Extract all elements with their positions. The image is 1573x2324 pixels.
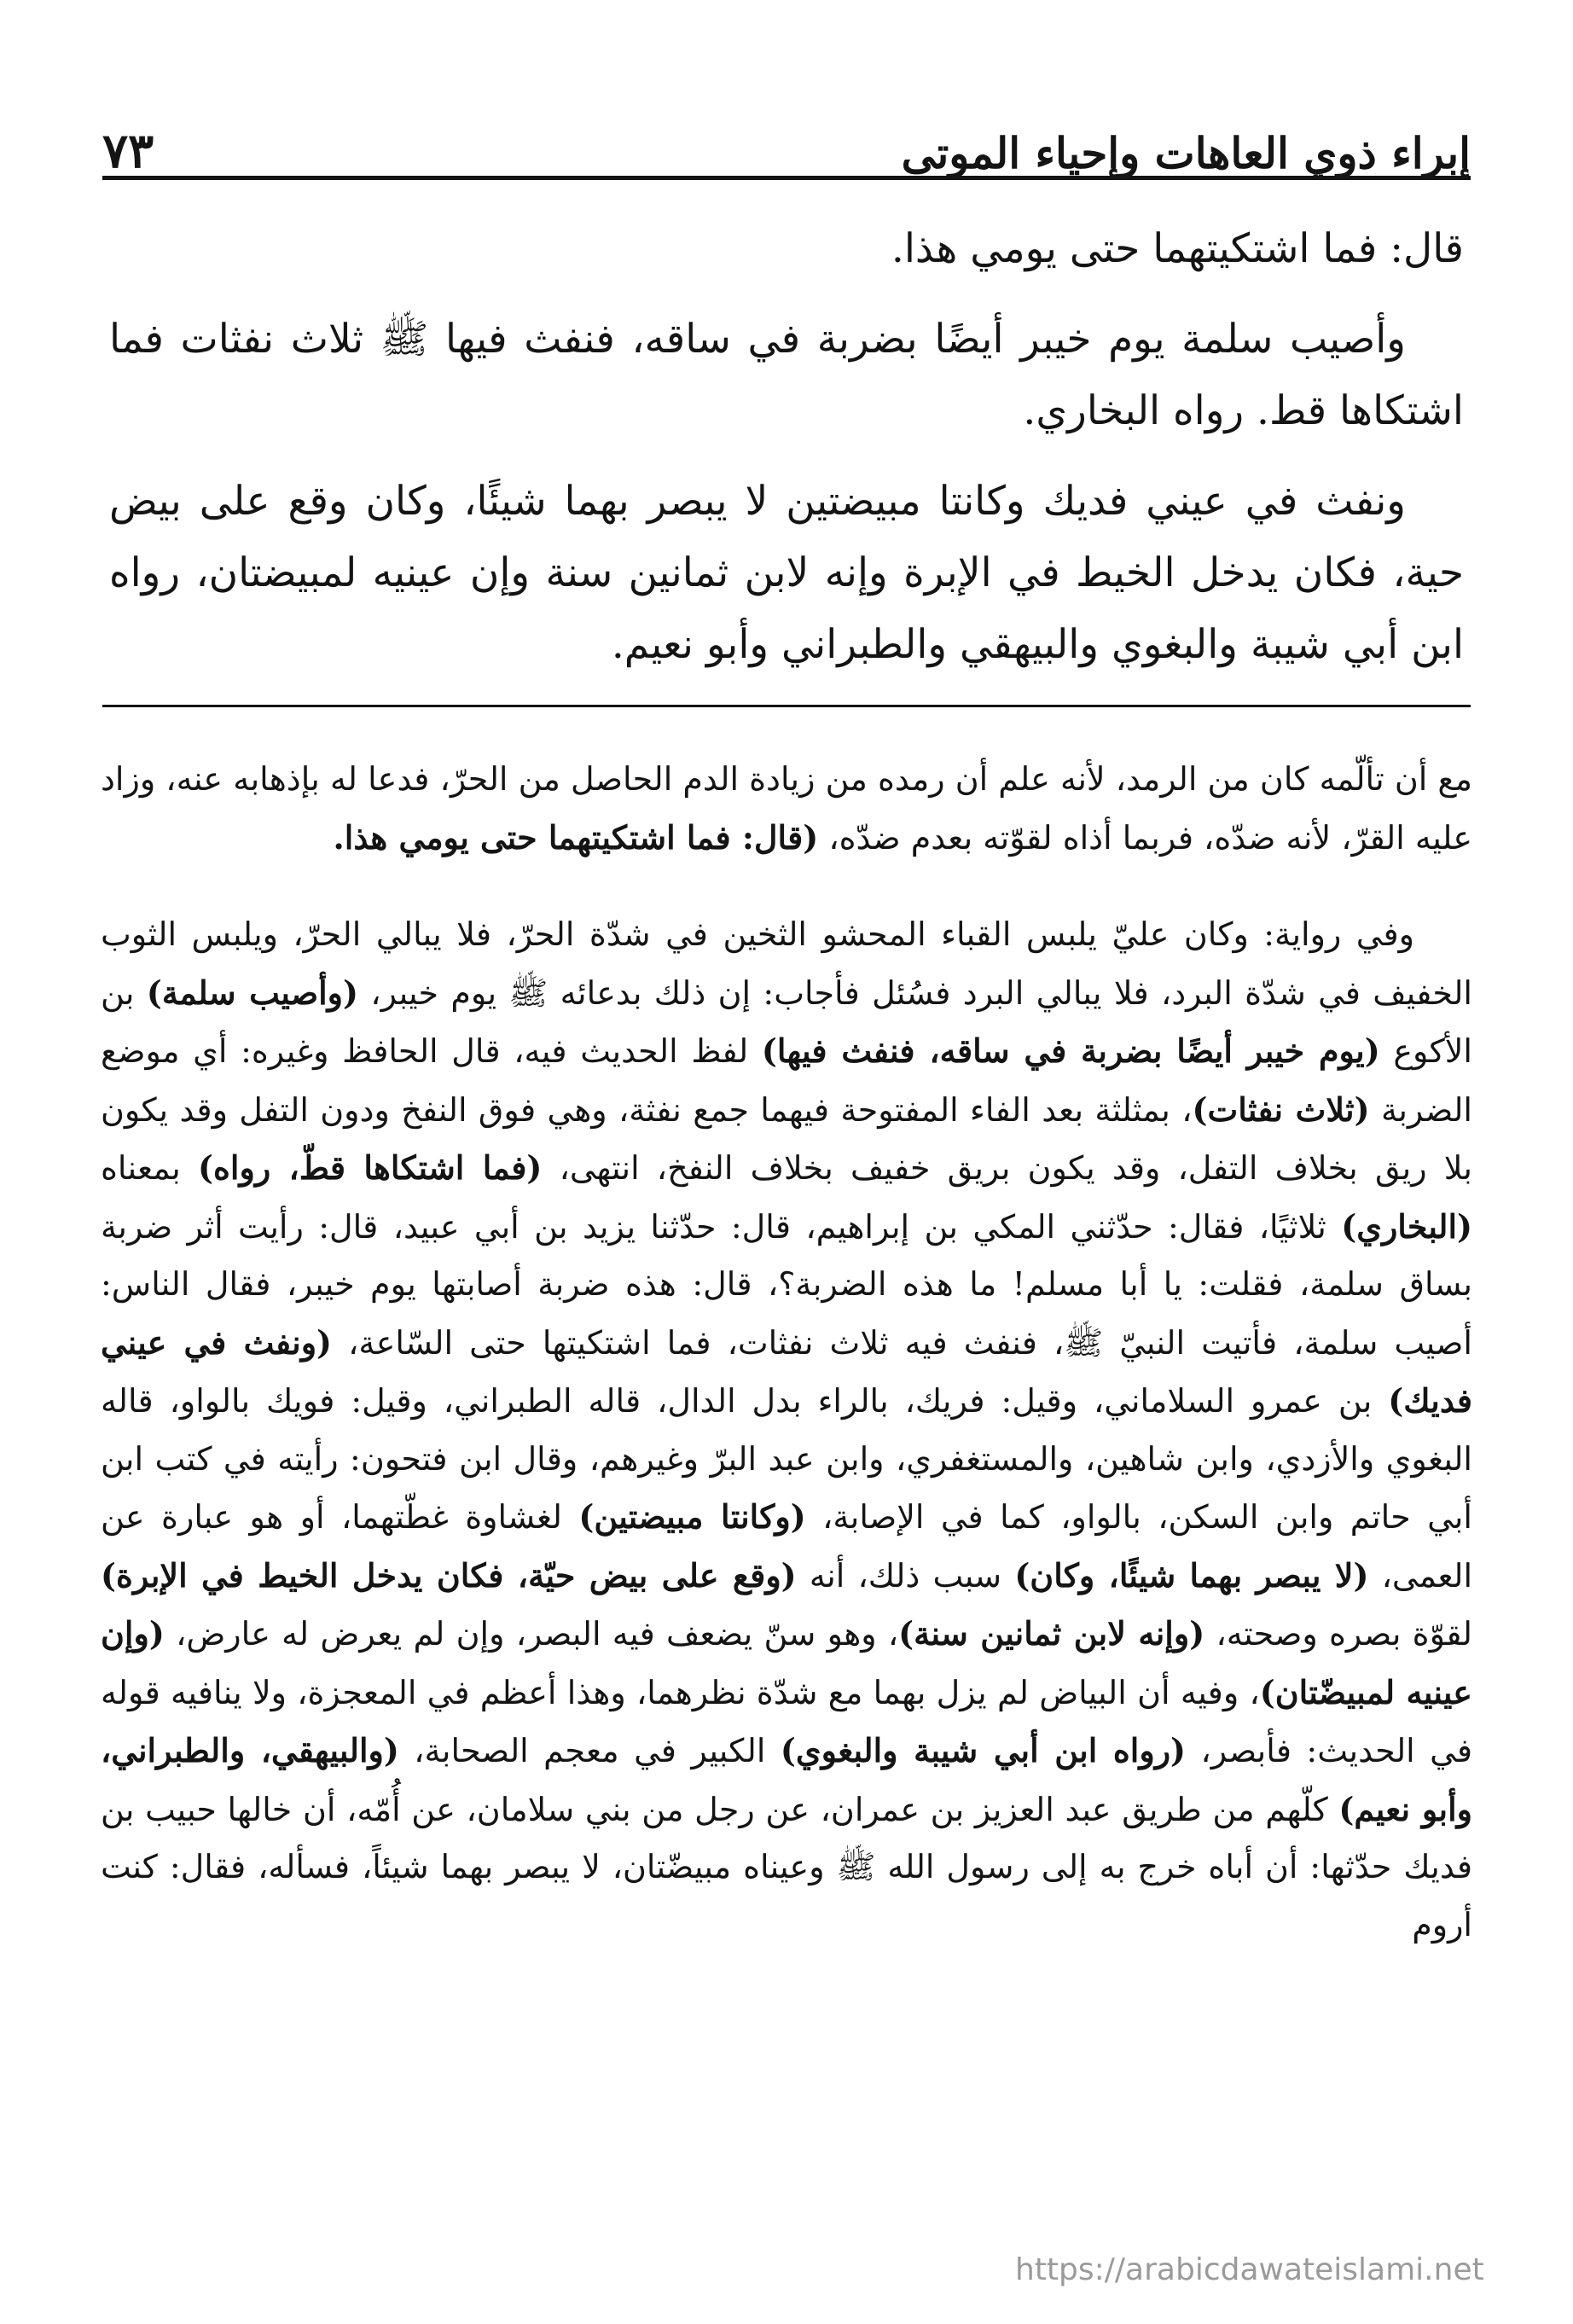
header-rule xyxy=(102,176,1471,180)
commentary-quote: (ثلاث نفثات) xyxy=(1192,1089,1370,1129)
commentary-text-run: ثلاثيًا، فقال: حدّثني المكي بن إبراهيم، قال: حدّثنا يزيد بن أبي عبيد، قال: رأيت أثر ضربة بساق سلمة، فقلت: يا أبا مسلم! ما هذه الضربة؟، قال: هذه ضربة أصابتها يوم خيبر، فقال الناس: أصيب سلمة، فأتيت النبيّ ﷺ، فنفث فيه ثلاث نفثات، فما اشتكيتها حتى السّاعة، xyxy=(101,1207,1472,1362)
commentary-text-run: كلّهم من طريق عبد العزيز بن عمران، عن رجل من بني سلامان، عن أُمّه، أن خالها حبيب بن فديك حدّثها: أن أباه خرج به إلى رسول الله ﷺ وعيناه مبيضّتان، لا يبصر بهما شيئاً، فسأله، فقال: كنت أروم xyxy=(101,1790,1472,1943)
commentary-quote: (رواه ابن أبي شيبة والبغوي) xyxy=(780,1731,1187,1769)
commentary-text-run: ، بمثلثة بعد الفاء المفتوحة فيهما جمع نفثة، وهي فوق النفخ ودون التفل وقد يكون بلا ريق بخلاف التفل، وقد يكون بريق خفيف بخلاف النفخ، انتهى، xyxy=(101,1090,1472,1187)
commentary-quote: (والبيهقي، والطبراني، وأبو نعيم) xyxy=(101,1731,1472,1828)
commentary-text-run: لقوّة بصره وصحته، xyxy=(1204,1615,1473,1653)
commentary-quote: (فما اشتكاها قطّ، رواه) xyxy=(198,1148,543,1187)
commentary-quote: (البخاري) xyxy=(1341,1206,1472,1246)
page-header xyxy=(102,81,1471,179)
commentary-quote: (وأصيب سلمة) xyxy=(146,973,359,1012)
page-number: ٧٣ xyxy=(102,123,154,179)
commentary-quote: (وقع على بيض حيّة، فكان يدخل الخيط في الإبرة) xyxy=(101,1555,797,1595)
commentary-text-run: بمعناه xyxy=(101,1149,199,1187)
commentary-quote: (لا يبصر بهما شيئًا، وكان) xyxy=(1014,1555,1369,1595)
commentary-text-run: بن الأكوع xyxy=(101,973,1472,1070)
commentary-quote: (قال: فما اشتكيتهما حتى يومي هذا. xyxy=(333,817,819,857)
commentary-text xyxy=(101,751,1472,1954)
commentary-paragraph-2 xyxy=(101,906,1472,1954)
commentary-quote: (يوم خيبر أيضًا بضربة في ساقه، فنفث فيها) xyxy=(761,1031,1380,1070)
commentary-text-run: مع أن تألّمه كان من الرمد، لأنه علم أن رمده من زيادة الدم الحاصل من الحرّ، فدعا له بإذهابه عنه، وزاد عليه القرّ، لأنه ضدّه، فربما أذاه لقوّته بعدم ضدّه، xyxy=(101,760,1472,857)
main-paragraph-3: ونفث في عيني فديك وكانتا مبيضتين لا يبصر بهما شيئًا، وكان وقع على بيض حية، فكان يدخل الخيط في الإبرة وإنه لابن ثمانين سنة وإن عينيه لمبيضتان، رواه ابن أبي شيبة والبغوي والبيهقي والطبراني وأبو نعيم. xyxy=(109,478,1464,668)
main-text xyxy=(109,213,1464,700)
section-divider xyxy=(102,705,1471,707)
commentary-quote: (ونفث في عيني فديك) xyxy=(101,1322,1472,1420)
commentary-text-run: سبب ذلك، أنه xyxy=(796,1556,1015,1595)
commentary-text-run: لغشاوة غطّتهما، أو هو عبارة عن العمى، xyxy=(101,1498,1472,1595)
commentary-quote: (وكانتا مبيضتين) xyxy=(578,1497,806,1536)
commentary-text-run: وفي رواية: وكان عليّ يلبس القباء المحشو الثخين في شدّة الحرّ، فلا يبالي الحرّ، ويلبس الثوب الخفيف في شدّة البرد، فلا يبالي البرد فسُئل فأجاب: إن ذلك بدعائه ﷺ يوم خيبر، xyxy=(101,915,1472,1012)
commentary-text-run: لفظ الحديث فيه، قال الحافظ وغيره: أي موضع الضربة xyxy=(101,1032,1472,1129)
commentary-text-run: ، وهو سنّ يضعف فيه البصر، وإن لم يعرض له عارض، xyxy=(164,1615,899,1653)
main-paragraph-2: وأصيب سلمة يوم خيبر أيضًا بضربة في ساقه، فنفث فيها ﷺ ثلاث نفثات فما اشتكاها قط. رواه البخاري. xyxy=(109,316,1464,434)
running-title: إبراء ذوي العاهات وإحياء الموتى xyxy=(901,128,1471,178)
commentary-quote: (وإن عينيه لمبيضّتان) xyxy=(101,1614,1472,1711)
commentary-text-run: ، وفيه أن البياض لم يزل بهما مع شدّة نظرهما، وهذا أعظم في المعجزة، ولا ينافيه قوله في الحديث: فأبصر، xyxy=(101,1673,1473,1769)
commentary-text-run: بن عمرو السلاماني، وقيل: فريك، بالراء بدل الدال، قاله الطبراني، وقيل: فويك بالواو، قاله البغوي والأزدي، وابن شاهين، والمستغفري، وابن عبد البرّ وغيرهم، وقال ابن فتحون: رأيته في كتب ابن أبي حاتم وابن السكن، بالواو، كما في الإصابة، xyxy=(101,1382,1472,1536)
main-paragraph-1: قال: فما اشتكيتهما حتى يومي هذا. xyxy=(891,225,1464,272)
commentary-paragraph-1 xyxy=(101,751,1472,867)
commentary-quote: (وإنه لابن ثمانين سنة) xyxy=(898,1614,1205,1653)
site-watermark: https://arabicdawateislami.net xyxy=(1015,2252,1484,2287)
commentary-text-run: الكبير في معجم الصحابة، xyxy=(398,1732,781,1769)
